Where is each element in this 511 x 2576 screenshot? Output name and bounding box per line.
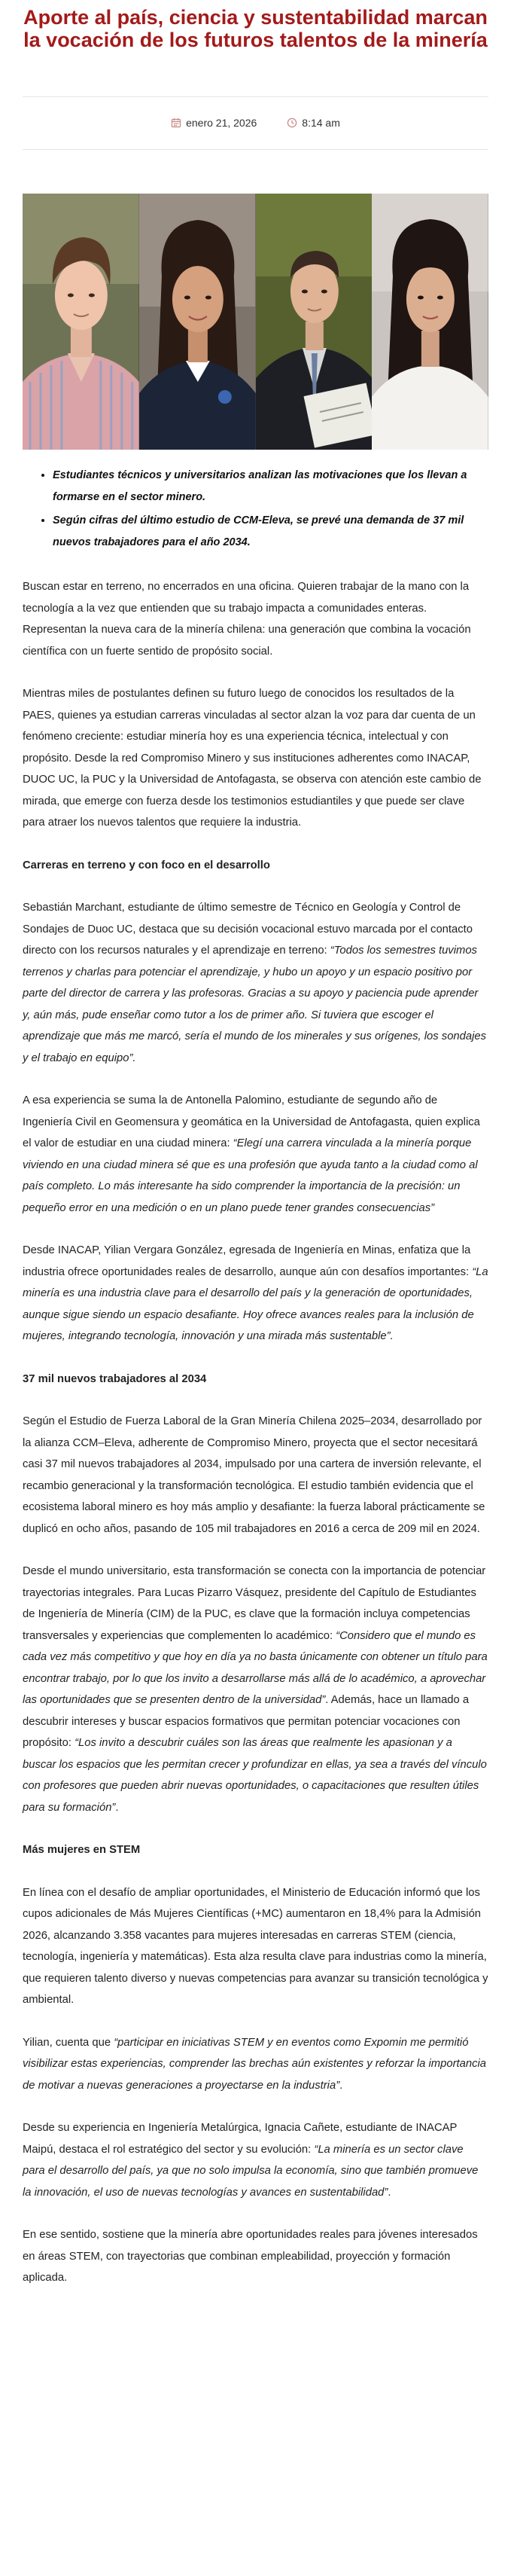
intro-paragraph-1: Buscan estar en terreno, no encerrados en una oficina. Quieren trabajar de la mano con la tecnología a la vez que entienden que su trabajo impacta a comunidades enteras. Representan la nueva cara de la minería chilena: una generación que combina la vocación científica con un fuerte sentido de propósito social. — [23, 581, 471, 658]
hero-image — [23, 194, 488, 450]
quote-yilian: “participar en iniciativas STEM y en eventos como Expomin me permitió visibilizar estas experiencias, comprender las brechas aún existentes y reforzar la importancia de motivar a nuevas generaciones a proyectarse en la industria” — [23, 2036, 486, 2092]
meta-date-text: enero 21, 2026 — [186, 117, 257, 129]
paragraph-mineduc: En línea con el desafío de ampliar oportunidades, el Ministerio de Educación informó que los cupos adicionales de Más Mujeres Científicas (+MC) aumentaron en 18,4% para la Admisión 2026, alcanzando 3.358 vacantes para mujeres interesadas en carreras STEM (ciencia, tecnología, ingeniería y matemáticas). Esta alza resulta clave para industrias como la minería, que requieren talento diverso y nuevas competencias para avanzar su transición tecnológica y ambiental. — [23, 1886, 488, 2006]
summary-bullet: • Según cifras del último estudio de CCM-Eleva, se prevé una demanda de 37 mil nuevos trabajadores para el año 2034. — [53, 510, 488, 554]
section-heading-careers: Carreras en terreno y con foco en el desarrollo — [23, 859, 270, 871]
summary-bullets — [23, 465, 488, 555]
article-meta — [23, 111, 488, 134]
paragraph-yilian: Yilian, cuenta que “participar en iniciativas STEM y en eventos como Expomin me permitió visibilizar estas experiencias, comprender las brechas aún existentes y reforzar la importancia de motivar a nuevas generaciones a proyectarse en la industria”. — [23, 2036, 486, 2092]
portrait-man-suit-diploma — [256, 194, 373, 450]
meta-time — [287, 117, 340, 129]
paragraph-pizarro: Desde el mundo universitario, esta transformación se conecta con la importancia de potenciar trayectorias integrales. Para Lucas Pizarro Vásquez, presidente del Capítulo de Estudiantes de Ingeniería de Minería (CIM) de la PUC, es clave que la formación incluya competencias transversales y experiencias que complementen lo académico: “Considero que el mundo es cada vez más competitivo y que hoy en día ya no basta únicamente con obtener un título para encontrar trabajo, por lo que los invito a desarrollarse más allá de lo académico, a aprovechar las oportunidades que se presenten dentro de la universidad”. Además, hace un llamado a descubrir intereses y buscar espacios formativos que permitan potenciar vocaciones con propósito: “Los invito a descubrir cuáles son las áreas que realmente les apasionan y a buscar los espacios que les permitan crecer y profundizar en ellas, ya sea a través del vínculo con profesores que pueden abrir nuevas oportunidades, o capacitaciones que resulten útiles para su formación”. — [23, 1565, 488, 1814]
portrait-young-man-striped-shirt — [23, 194, 139, 450]
paragraph-canete: Desde su experiencia en Ingeniería Metalúrgica, Ignacia Cañete, estudiante de INACAP Maipú, destaca el rol estratégico del sector y su evolución: “La minería es un sector clave para el desarrollo del país, ya que no solo impulsa la economía, sino que también promueve la innovación, el uso de nuevas tecnologías y avances en sustentabilidad”. — [23, 2122, 479, 2199]
quote-pizarro-2: “Los invito a descubrir cuáles son las áreas que realmente les apasionan y a buscar los espacios que les permitan crecer y profundizar en ellas, ya sea a través del vínculo con profesores que pueden abrir nuevas oportunidades, o capacitaciones que resulten útiles para su formación” — [23, 1737, 487, 1814]
quote-canete: “La minería es un sector clave para el desarrollo del país, ya que no solo impulsa la economía, sino que también promueve la innovación, el uso de nuevas tecnologías y avances en sustentabilidad” — [23, 2143, 479, 2199]
quote-vergara: “La minería es una industria clave para el desarrollo del país y la generación de oportunidades, aunque sigue siendo un espacio desafiante. Hoy ofrece avances reales para la inclusión de mujeres, integrando tecnología, innovación y una mirada más sustentable”. — [23, 1265, 488, 1342]
article-title: Aporte al país, ciencia y sustentabilidad marcan la vocación de los futuros talentos de la minería — [23, 6, 488, 51]
meta-time-text: 8:14 am — [302, 117, 340, 129]
clock-icon — [287, 118, 297, 128]
calendar-icon — [171, 118, 181, 128]
paragraph-study: Según el Estudio de Fuerza Laboral de la Gran Minería Chilena 2025–2034, desarrollado por la alianza CCM–Eleva, adherente de Compromiso Minero, proyecta que el sector necesitará casi 37 mil nuevos trabajadores al 2034, impulsado por una cartera de inversión relevante, el recambio generacional y la transformación tecnológica. El estudio también evidencia que el ecosistema laboral minero es hoy más amplio y desafiante: la fuerza laboral prácticamente se duplicó en ocho años, pasando de 105 mil trabajadores en 2016 a cerca de 209 mil en 2024. — [23, 1415, 485, 1535]
paragraph-palomino: A esa experiencia se suma la de Antonella Palomino, estudiante de segundo año de Ingeniería Civil en Geomensura y geomática en la Universidad de Antofagasta, quien explica el valor de estudiar en una ciudad minera: “Elegí una carrera vinculada a la minería porque viviendo en una ciudad minera sé que es una profesión que ayuda tanto a la ciudad como al país completo. Lo más interesante ha sido comprender la importancia de la precisión: un pequeño error en una medición o en un plano puede tener grandes consecuencias” — [23, 1094, 480, 1214]
summary-bullet: • Estudiantes técnicos y universitarios analizan las motivaciones que los llevan a formarse en el sector minero. — [53, 465, 488, 508]
portrait-young-woman-dark-polo — [139, 194, 256, 450]
section-heading-stem: Más mujeres en STEM — [23, 1844, 141, 1856]
meta-date — [171, 117, 257, 129]
divider-bottom — [23, 149, 488, 150]
article-body — [23, 576, 488, 2310]
quote-palomino: “Elegí una carrera vinculada a la minería porque viviendo en una ciudad minera sé que es una profesión que ayuda tanto a la ciudad como al país completo. Lo más interesante ha sido comprender la importancia de la precisión: un pequeño error en una medición o en un plano puede tener grandes consecuencias” — [23, 1137, 478, 1214]
divider-top — [23, 96, 488, 97]
paragraph-closing: En ese sentido, sostiene que la minería abre oportunidades reales para jóvenes interesados en áreas STEM, con trayectorias que combinan empleabilidad, proyección y formación aplicada. — [23, 2229, 478, 2284]
paragraph-vergara: Desde INACAP, Yilian Vergara González, egresada de Ingeniería en Minas, enfatiza que la industria ofrece oportunidades reales de desarrollo, aunque aún con desafíos importantes: “La minería es una industria clave para el desarrollo del país y la generación de oportunidades, aunque sigue siendo un espacio desafiante. Hoy ofrece avances reales para la inclusión de mujeres, integrando tecnología, innovación y una mirada más sustentable”. — [23, 1244, 488, 1342]
section-heading-workers: 37 mil nuevos trabajadores al 2034 — [23, 1372, 207, 1385]
portrait-young-woman-white-blouse — [372, 194, 488, 450]
quote-marchant: “Todos los semestres tuvimos terrenos y charlas para potenciar el aprendizaje, y hubo un apoyo y un espacio positivo por parte del director de carrera y las profesoras. Gracias a su apoyo y paciencia pude aprender y, aún más, pude enseñar como tutor a los de primer año. Si tuviera que escoger el aprendizaje que más me marcó, sería el mundo de los minerales y sus orígenes, los sondajes y el trabajo en equipo”. — [23, 945, 487, 1064]
intro-paragraph-2: Mientras miles de postulantes definen su futuro luego de conocidos los resultados de la PAES, quienes ya estudian carreras vinculadas al sector alzan la voz para dar cuenta de un fenómeno creciente: estudiar minería hoy es una experiencia técnica, intelectual y con propósito. Desde la red Compromiso Minero y sus instituciones adherentes como INACAP, DUOC UC, la PUC y la Universidad de Antofagasta, se observa con atención este cambio de mirada, que emerge con fuerza desde los testimonios estudiantiles y que puede ser clave para atraer los nuevos talentos que requiere la industria. — [23, 688, 482, 829]
quote-pizarro-1: “Considero que el mundo es cada vez más competitivo y que hoy en día ya no basta únicamente con obtener un título para encontrar trabajo, por lo que los invito a desarrollarse más allá de lo académico, a aprovechar las oportunidades que se presenten dentro de la universidad” — [23, 1629, 488, 1706]
paragraph-marchant: Sebastián Marchant, estudiante de último semestre de Técnico en Geología y Control de Sondajes de Duoc UC, destaca que su decisión vocacional estuvo marcada por el contacto directo con los recursos naturales y el aprendizaje en terreno: “Todos los semestres tuvimos terrenos y charlas para potenciar el aprendizaje, y hubo un apoyo y un espacio positivo por parte del director de carrera y las profesoras. Gracias a su apoyo y paciencia pude aprender y, aún más, pude enseñar como tutor a los de primer año. Si tuviera que escoger el aprendizaje que más me marcó, sería el mundo de los minerales y sus orígenes, los sondajes y el trabajo en equipo”. — [23, 902, 487, 1064]
